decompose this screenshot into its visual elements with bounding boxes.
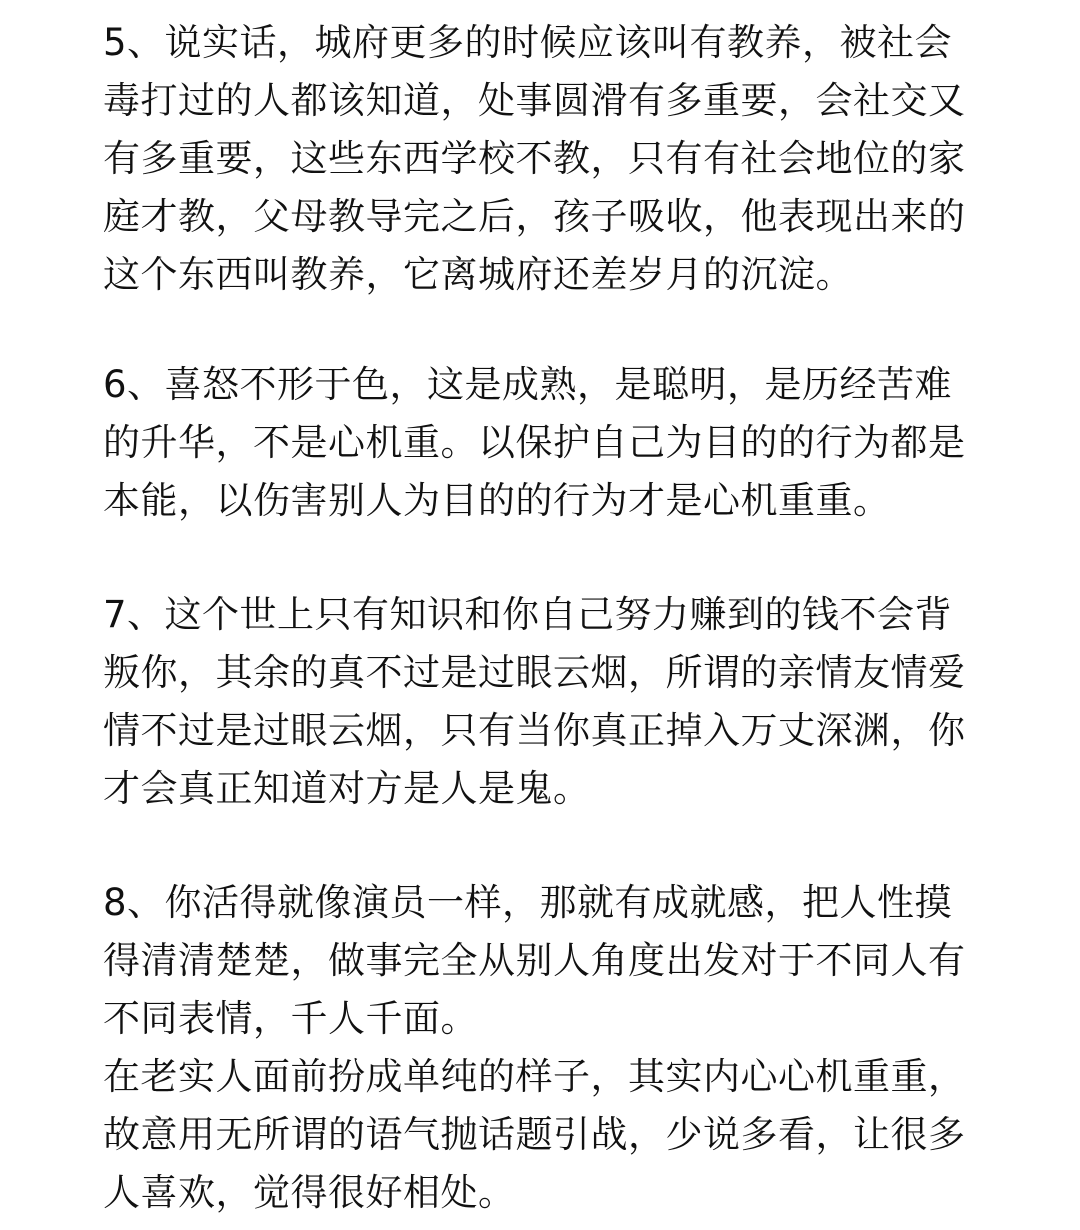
paragraph-7 (103, 586, 983, 818)
paragraph-line: 得清清楚楚，做事完全从别人角度出发对于不同人有 (103, 939, 966, 982)
paragraph-line: 5、说实话，城府更多的时候应该叫有教养，被社会 (103, 21, 953, 64)
paragraph-line: 的升华，不是心机重。以保护自己为目的的行为都是 (103, 421, 966, 464)
paragraph-6 (103, 356, 983, 530)
paragraph-line: 毒打过的人都该知道，处事圆滑有多重要，会社交又 (103, 79, 966, 122)
paragraph-line: 在老实人面前扮成单纯的样子，其实内心心机重重， (103, 1055, 966, 1098)
paragraph-line: 故意用无所谓的语气抛话题引战，少说多看，让很多 (103, 1113, 966, 1156)
paragraph-line: 情不过是过眼云烟，只有当你真正掉入万丈深渊，你 (103, 709, 966, 752)
paragraph-line: 人喜欢，觉得很好相处。 (103, 1171, 516, 1214)
paragraph-line: 6、喜怒不形于色，这是成熟，是聪明，是历经苦难 (103, 363, 953, 406)
paragraph-line: 有多重要，这些东西学校不教，只有有社会地位的家 (103, 137, 966, 180)
paragraph-line: 叛你，其余的真不过是过眼云烟，所谓的亲情友情爱 (103, 651, 966, 694)
paragraph-line: 8、你活得就像演员一样，那就有成就感，把人性摸 (103, 881, 953, 924)
paragraph-line: 本能，以伤害别人为目的的行为才是心机重重。 (103, 479, 891, 522)
paragraph-line: 才会真正知道对方是人是鬼。 (103, 767, 591, 810)
paragraph-line: 7、这个世上只有知识和你自己努力赚到的钱不会背 (103, 593, 953, 636)
paragraph-5 (103, 14, 983, 304)
paragraph-line: 这个东西叫教养，它离城府还差岁月的沉淀。 (103, 253, 853, 296)
paragraph-8 (103, 874, 983, 1222)
paragraph-line: 不同表情，千人千面。 (103, 997, 478, 1040)
paragraph-line: 庭才教，父母教导完之后，孩子吸收，他表现出来的 (103, 195, 966, 238)
